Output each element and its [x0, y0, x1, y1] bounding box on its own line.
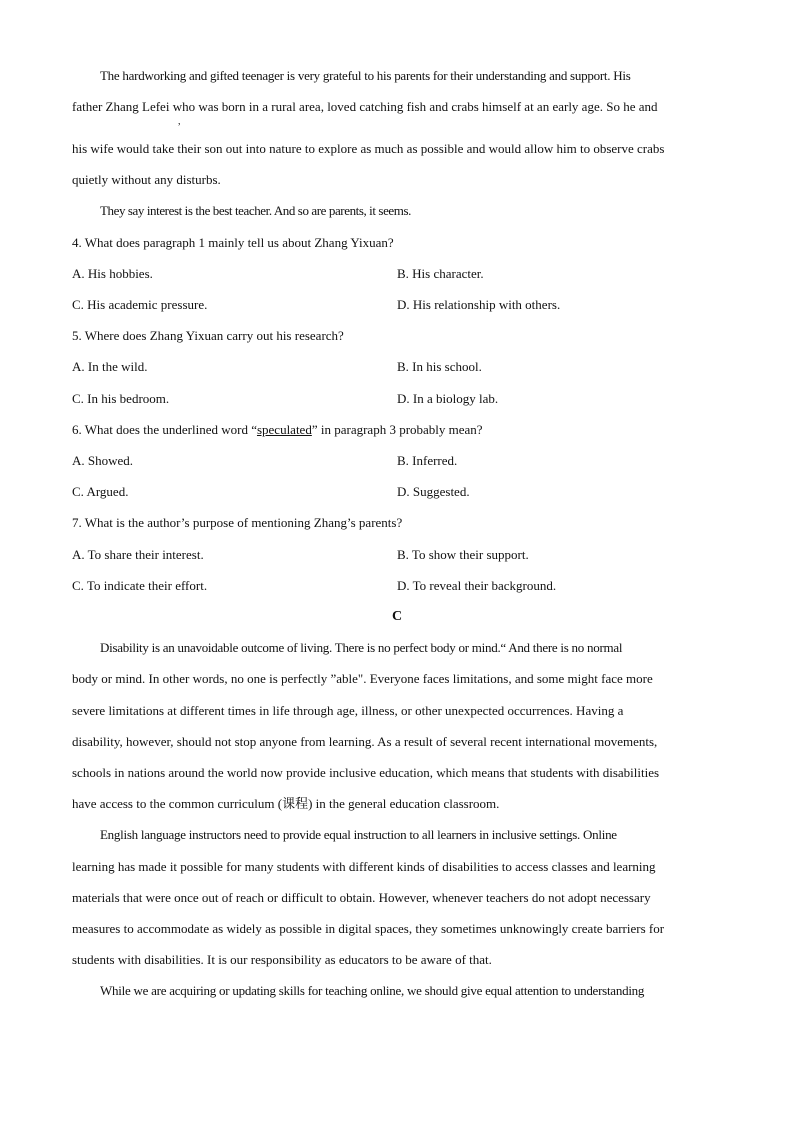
question-stem: 7. What is the author’s purpose of mentioning Zhang’s parents? — [72, 515, 403, 530]
passage-line: students with disabilities. It is our responsibility as educators to be aware of that. — [72, 952, 492, 967]
option-a: A. His hobbies. — [72, 266, 153, 281]
stray-mark: , — [178, 116, 181, 127]
question-stem: 4. What does paragraph 1 mainly tell us about Zhang Yixuan? — [72, 235, 394, 250]
stem-text: ” in paragraph 3 probably mean? — [311, 422, 483, 437]
underlined-word: speculated — [256, 422, 312, 437]
question-stem: 5. Where does Zhang Yixuan carry out his research? — [72, 328, 344, 343]
option-c: C. In his bedroom. — [72, 391, 170, 406]
option-a: A. To share their interest. — [72, 547, 204, 562]
passage-line: measures to accommodate as widely as possible in digital spaces, they sometimes unknowingly create barriers for — [72, 921, 665, 936]
passage-line: While we are acquiring or updating skills for teaching online, we should give equal attention to understanding — [100, 983, 645, 998]
passage-line: Disability is an unavoidable outcome of living. There is no perfect body or mind.“ And there is no normal — [100, 640, 623, 655]
section-heading: C — [391, 609, 403, 624]
passage-line: have access to the common curriculum (课程) in the general education classroom. — [72, 796, 500, 811]
option-b: B. His character. — [397, 266, 484, 281]
option-b: B. In his school. — [397, 359, 482, 374]
passage-line: schools in nations around the world now provide inclusive education, which means that students with disabilities — [72, 765, 660, 780]
option-a: A. In the wild. — [72, 359, 148, 374]
option-c: C. His academic pressure. — [72, 297, 208, 312]
passage-line: quietly without any disturbs. — [72, 172, 221, 187]
question-stem — [72, 422, 722, 438]
option-d: D. Suggested. — [397, 484, 470, 499]
option-a: A. Showed. — [72, 453, 134, 468]
passage-line: learning has made it possible for many students with different kinds of disabilities to access classes and learning — [72, 859, 656, 874]
passage-line: his wife would take their son out into nature to explore as much as possible and would allow him to observe crabs — [72, 141, 665, 156]
option-b: B. Inferred. — [397, 453, 458, 468]
option-d: D. His relationship with others. — [397, 297, 561, 312]
option-d: D. To reveal their background. — [397, 578, 557, 593]
option-c: C. Argued. — [72, 484, 129, 499]
stem-text: 6. What does the underlined word “ — [72, 422, 257, 437]
passage-line: materials that were once out of reach or difficult to obtain. However, whenever teachers do not adopt necessary — [72, 890, 651, 905]
passage-line: father Zhang Lefei who was born in a rural area, loved catching fish and crabs himself at an early age. So he and — [72, 99, 658, 114]
passage-line: severe limitations at different times in life through age, illness, or other unexpected occurrences. Having a — [72, 703, 624, 718]
passage-line: disability, however, should not stop anyone from learning. As a result of several recent international movements, — [72, 734, 658, 749]
passage-line: English language instructors need to provide equal instruction to all learners in inclusive settings. Online — [100, 827, 617, 842]
passage-line: They say interest is the best teacher. And so are parents, it seems. — [100, 203, 411, 218]
option-c: C. To indicate their effort. — [72, 578, 208, 593]
passage-line: The hardworking and gifted teenager is very grateful to his parents for their understanding and support. His — [100, 68, 631, 83]
option-d: D. In a biology lab. — [397, 391, 499, 406]
passage-line: body or mind. In other words, no one is perfectly ”able". Everyone faces limitations, and some might face more — [72, 671, 653, 686]
option-b: B. To show their support. — [397, 547, 529, 562]
